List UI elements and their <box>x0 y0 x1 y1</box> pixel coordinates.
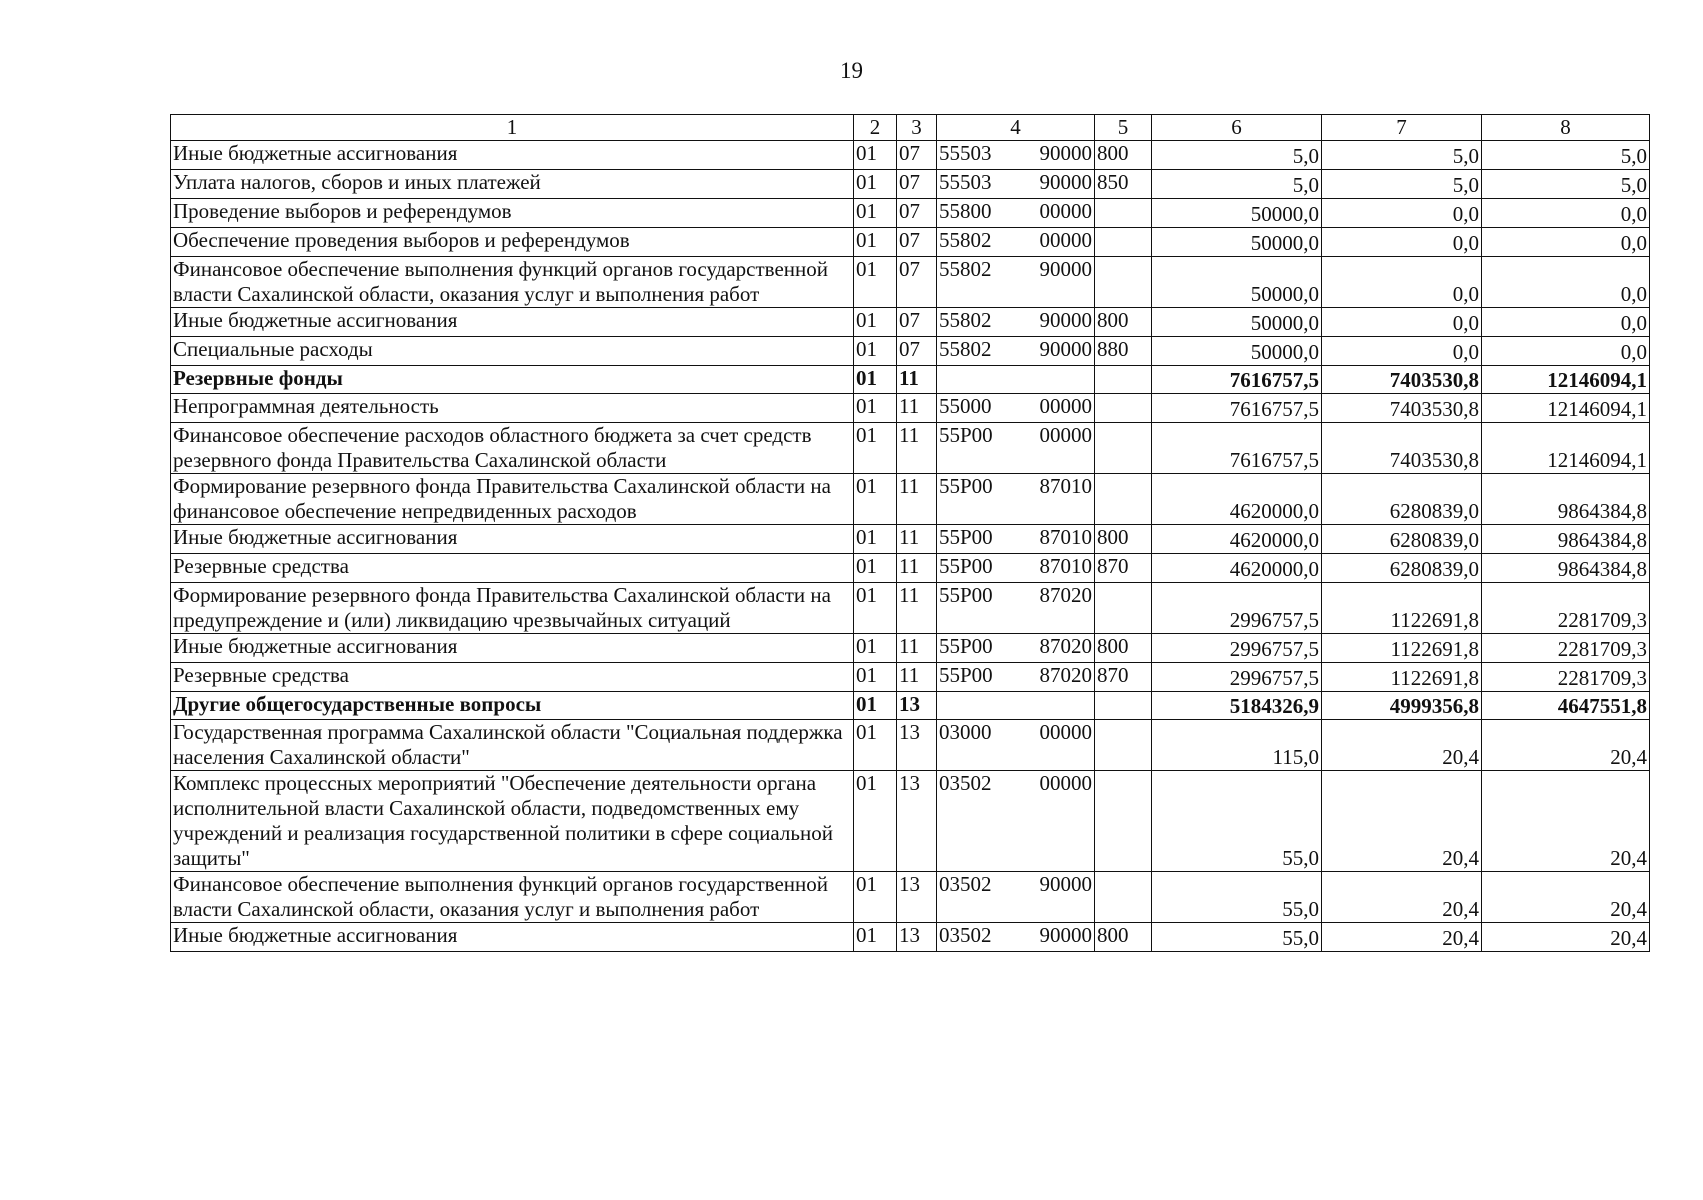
row-amount-col8-cell: 5,0 <box>1482 170 1650 199</box>
row-section-cell: 01 <box>854 663 897 692</box>
target-article-direction-code: 00000 <box>1039 394 1092 418</box>
row-subsection-cell: 07 <box>897 141 937 170</box>
table-row <box>171 554 1650 583</box>
row-subsection-cell: 11 <box>897 554 937 583</box>
row-target-article-cell <box>937 474 1095 525</box>
row-target-article-cell <box>937 141 1095 170</box>
row-amount-col8-cell: 20,4 <box>1482 771 1650 872</box>
row-target-article-cell <box>937 366 1095 394</box>
row-expense-type-cell <box>1095 257 1152 308</box>
row-expense-type-cell <box>1095 423 1152 474</box>
row-amount-col7-cell: 6280839,0 <box>1322 554 1482 583</box>
row-name-cell: Комплекс процессных мероприятий "Обеспечение деятельности органа исполнительной власти Сахалинской области, подведомственных ему учреждений и реализация государственной политики в сфере социальной защиты" <box>171 771 854 872</box>
table-row <box>171 692 1650 720</box>
row-amount-col7-cell: 0,0 <box>1322 228 1482 257</box>
row-amount-col8-cell: 0,0 <box>1482 228 1650 257</box>
row-expense-type-cell: 850 <box>1095 170 1152 199</box>
row-amount-col7-cell: 20,4 <box>1322 872 1482 923</box>
header-cell: 5 <box>1095 115 1152 141</box>
row-amount-col6-cell: 50000,0 <box>1152 257 1322 308</box>
target-article-program-code: 55802 <box>939 308 992 332</box>
row-section-cell: 01 <box>854 525 897 554</box>
row-name-cell: Иные бюджетные ассигнования <box>171 525 854 554</box>
table-row <box>171 394 1650 423</box>
row-name-cell: Иные бюджетные ассигнования <box>171 923 854 952</box>
target-article-program-code: 55Р00 <box>939 663 993 687</box>
row-name-cell: Уплата налогов, сборов и иных платежей <box>171 170 854 199</box>
row-amount-col6-cell: 7616757,5 <box>1152 366 1322 394</box>
target-article-program-code: 55000 <box>939 394 992 418</box>
header-cell: 4 <box>937 115 1095 141</box>
row-name-cell: Обеспечение проведения выборов и референдумов <box>171 228 854 257</box>
row-section-cell: 01 <box>854 923 897 952</box>
row-section-cell: 01 <box>854 634 897 663</box>
row-amount-col8-cell: 20,4 <box>1482 872 1650 923</box>
row-amount-col6-cell: 50000,0 <box>1152 228 1322 257</box>
target-article-program-code: 03502 <box>939 771 992 795</box>
row-amount-col8-cell: 12146094,1 <box>1482 366 1650 394</box>
target-article-direction-code: 00000 <box>1039 423 1092 447</box>
row-amount-col7-cell: 20,4 <box>1322 771 1482 872</box>
row-expense-type-cell <box>1095 228 1152 257</box>
row-amount-col7-cell: 1122691,8 <box>1322 583 1482 634</box>
row-target-article-cell <box>937 170 1095 199</box>
row-subsection-cell: 11 <box>897 474 937 525</box>
table-row <box>171 720 1650 771</box>
row-expense-type-cell <box>1095 583 1152 634</box>
row-name-cell: Резервные фонды <box>171 366 854 394</box>
row-amount-col6-cell: 50000,0 <box>1152 199 1322 228</box>
row-target-article-cell <box>937 308 1095 337</box>
table-row <box>171 199 1650 228</box>
row-amount-col8-cell: 20,4 <box>1482 923 1650 952</box>
row-subsection-cell: 11 <box>897 583 937 634</box>
row-expense-type-cell <box>1095 474 1152 525</box>
row-name-cell: Иные бюджетные ассигнования <box>171 141 854 170</box>
row-section-cell: 01 <box>854 474 897 525</box>
table-header-row <box>171 115 1650 141</box>
row-subsection-cell: 11 <box>897 394 937 423</box>
table-row <box>171 170 1650 199</box>
row-subsection-cell: 13 <box>897 771 937 872</box>
target-article-direction-code: 90000 <box>1039 872 1092 896</box>
row-amount-col6-cell: 2996757,5 <box>1152 663 1322 692</box>
row-name-cell: Другие общегосударственные вопросы <box>171 692 854 720</box>
row-amount-col6-cell: 50000,0 <box>1152 337 1322 366</box>
row-name-cell: Резервные средства <box>171 663 854 692</box>
table-row <box>171 257 1650 308</box>
target-article-program-code: 55802 <box>939 257 992 281</box>
target-article-program-code: 55802 <box>939 228 992 252</box>
row-amount-col6-cell: 7616757,5 <box>1152 394 1322 423</box>
row-expense-type-cell: 800 <box>1095 525 1152 554</box>
target-article-program-code: 55Р00 <box>939 554 993 578</box>
row-subsection-cell: 11 <box>897 366 937 394</box>
target-article-direction-code: 87010 <box>1039 474 1092 498</box>
row-target-article-cell <box>937 394 1095 423</box>
row-amount-col8-cell: 12146094,1 <box>1482 394 1650 423</box>
target-article-direction-code: 87010 <box>1039 525 1092 549</box>
row-amount-col6-cell: 55,0 <box>1152 923 1322 952</box>
row-name-cell: Иные бюджетные ассигнования <box>171 308 854 337</box>
row-expense-type-cell <box>1095 872 1152 923</box>
row-subsection-cell: 07 <box>897 337 937 366</box>
target-article-direction-code: 87020 <box>1039 583 1092 607</box>
row-subsection-cell: 07 <box>897 199 937 228</box>
target-article-program-code: 03502 <box>939 872 992 896</box>
target-article-program-code: 55802 <box>939 337 992 361</box>
row-name-cell: Формирование резервного фонда Правительства Сахалинской области на финансовое обеспечение непредвиденных расходов <box>171 474 854 525</box>
table-row <box>171 872 1650 923</box>
table-row <box>171 923 1650 952</box>
target-article-direction-code: 00000 <box>1039 771 1092 795</box>
row-amount-col7-cell: 4999356,8 <box>1322 692 1482 720</box>
row-amount-col8-cell: 5,0 <box>1482 141 1650 170</box>
row-section-cell: 01 <box>854 692 897 720</box>
row-expense-type-cell <box>1095 366 1152 394</box>
target-article-program-code: 55503 <box>939 141 992 165</box>
table-row <box>171 663 1650 692</box>
row-amount-col6-cell: 2996757,5 <box>1152 583 1322 634</box>
row-target-article-cell <box>937 663 1095 692</box>
row-expense-type-cell <box>1095 720 1152 771</box>
row-subsection-cell: 13 <box>897 872 937 923</box>
table-row <box>171 771 1650 872</box>
row-subsection-cell: 11 <box>897 423 937 474</box>
row-name-cell: Специальные расходы <box>171 337 854 366</box>
row-amount-col8-cell: 0,0 <box>1482 308 1650 337</box>
row-target-article-cell <box>937 337 1095 366</box>
table-row <box>171 423 1650 474</box>
row-target-article-cell <box>937 720 1095 771</box>
row-amount-col6-cell: 5,0 <box>1152 170 1322 199</box>
row-amount-col6-cell: 4620000,0 <box>1152 474 1322 525</box>
row-expense-type-cell <box>1095 692 1152 720</box>
row-amount-col7-cell: 7403530,8 <box>1322 394 1482 423</box>
row-amount-col7-cell: 6280839,0 <box>1322 525 1482 554</box>
row-target-article-cell <box>937 583 1095 634</box>
row-subsection-cell: 13 <box>897 923 937 952</box>
target-article-direction-code: 90000 <box>1039 308 1092 332</box>
header-cell: 3 <box>897 115 937 141</box>
row-name-cell: Формирование резервного фонда Правительства Сахалинской области на предупреждение и (или) ликвидацию чрезвычайных ситуаций <box>171 583 854 634</box>
row-name-cell: Финансовое обеспечение выполнения функций органов государственной власти Сахалинской области, оказания услуг и выполнения работ <box>171 872 854 923</box>
row-name-cell: Финансовое обеспечение расходов областного бюджета за счет средств резервного фонда Правительства Сахалинской области <box>171 423 854 474</box>
row-amount-col6-cell: 5184326,9 <box>1152 692 1322 720</box>
row-subsection-cell: 13 <box>897 692 937 720</box>
row-amount-col8-cell: 0,0 <box>1482 257 1650 308</box>
row-expense-type-cell: 800 <box>1095 634 1152 663</box>
row-amount-col6-cell: 55,0 <box>1152 771 1322 872</box>
page-number: 19 <box>840 58 863 83</box>
row-expense-type-cell: 870 <box>1095 554 1152 583</box>
target-article-direction-code: 00000 <box>1039 720 1092 744</box>
target-article-program-code: 55Р00 <box>939 525 993 549</box>
row-expense-type-cell: 880 <box>1095 337 1152 366</box>
target-article-program-code: 55800 <box>939 199 992 223</box>
row-amount-col7-cell: 0,0 <box>1322 257 1482 308</box>
row-amount-col7-cell: 20,4 <box>1322 720 1482 771</box>
row-amount-col7-cell: 0,0 <box>1322 337 1482 366</box>
row-amount-col7-cell: 0,0 <box>1322 199 1482 228</box>
row-section-cell: 01 <box>854 583 897 634</box>
target-article-direction-code: 00000 <box>1039 228 1092 252</box>
row-subsection-cell: 07 <box>897 170 937 199</box>
target-article-direction-code: 90000 <box>1039 923 1092 947</box>
row-amount-col8-cell: 4647551,8 <box>1482 692 1650 720</box>
target-article-program-code: 03000 <box>939 720 992 744</box>
row-target-article-cell <box>937 554 1095 583</box>
table-row <box>171 141 1650 170</box>
target-article-direction-code: 90000 <box>1039 141 1092 165</box>
row-name-cell: Проведение выборов и референдумов <box>171 199 854 228</box>
row-amount-col6-cell: 115,0 <box>1152 720 1322 771</box>
table-row <box>171 308 1650 337</box>
target-article-program-code: 55503 <box>939 170 992 194</box>
row-expense-type-cell <box>1095 771 1152 872</box>
row-expense-type-cell: 800 <box>1095 923 1152 952</box>
row-section-cell: 01 <box>854 337 897 366</box>
row-target-article-cell <box>937 923 1095 952</box>
row-amount-col8-cell: 2281709,3 <box>1482 583 1650 634</box>
row-name-cell: Резервные средства <box>171 554 854 583</box>
row-expense-type-cell <box>1095 394 1152 423</box>
row-amount-col7-cell: 0,0 <box>1322 308 1482 337</box>
row-section-cell: 01 <box>854 872 897 923</box>
row-expense-type-cell <box>1095 199 1152 228</box>
row-name-cell: Непрограммная деятельность <box>171 394 854 423</box>
target-article-direction-code: 87020 <box>1039 663 1092 687</box>
row-target-article-cell <box>937 257 1095 308</box>
row-section-cell: 01 <box>854 257 897 308</box>
table-row <box>171 634 1650 663</box>
row-amount-col8-cell: 9864384,8 <box>1482 525 1650 554</box>
row-section-cell: 01 <box>854 423 897 474</box>
row-amount-col7-cell: 6280839,0 <box>1322 474 1482 525</box>
row-expense-type-cell: 870 <box>1095 663 1152 692</box>
row-subsection-cell: 07 <box>897 228 937 257</box>
row-amount-col6-cell: 4620000,0 <box>1152 525 1322 554</box>
row-amount-col6-cell: 55,0 <box>1152 872 1322 923</box>
header-cell: 6 <box>1152 115 1322 141</box>
row-section-cell: 01 <box>854 771 897 872</box>
row-subsection-cell: 07 <box>897 308 937 337</box>
row-name-cell: Иные бюджетные ассигнования <box>171 634 854 663</box>
row-amount-col7-cell: 5,0 <box>1322 141 1482 170</box>
row-section-cell: 01 <box>854 554 897 583</box>
budget-table <box>170 114 1650 952</box>
target-article-direction-code: 00000 <box>1039 199 1092 223</box>
row-target-article-cell <box>937 872 1095 923</box>
row-target-article-cell <box>937 771 1095 872</box>
row-amount-col6-cell: 4620000,0 <box>1152 554 1322 583</box>
row-subsection-cell: 11 <box>897 525 937 554</box>
row-name-cell: Финансовое обеспечение выполнения функций органов государственной власти Сахалинской области, оказания услуг и выполнения работ <box>171 257 854 308</box>
row-amount-col6-cell: 5,0 <box>1152 141 1322 170</box>
target-article-direction-code: 87010 <box>1039 554 1092 578</box>
row-section-cell: 01 <box>854 141 897 170</box>
header-cell: 8 <box>1482 115 1650 141</box>
row-amount-col8-cell: 20,4 <box>1482 720 1650 771</box>
target-article-direction-code: 90000 <box>1039 337 1092 361</box>
row-expense-type-cell: 800 <box>1095 308 1152 337</box>
table-row <box>171 228 1650 257</box>
row-subsection-cell: 11 <box>897 663 937 692</box>
row-amount-col8-cell: 2281709,3 <box>1482 663 1650 692</box>
row-expense-type-cell: 800 <box>1095 141 1152 170</box>
target-article-direction-code: 87020 <box>1039 634 1092 658</box>
row-amount-col7-cell: 20,4 <box>1322 923 1482 952</box>
row-target-article-cell <box>937 525 1095 554</box>
target-article-program-code: 55Р00 <box>939 583 993 607</box>
row-target-article-cell <box>937 199 1095 228</box>
row-amount-col6-cell: 50000,0 <box>1152 308 1322 337</box>
row-subsection-cell: 07 <box>897 257 937 308</box>
header-cell: 1 <box>171 115 854 141</box>
row-section-cell: 01 <box>854 170 897 199</box>
target-article-direction-code: 90000 <box>1039 257 1092 281</box>
header-cell: 7 <box>1322 115 1482 141</box>
row-amount-col7-cell: 7403530,8 <box>1322 366 1482 394</box>
header-cell: 2 <box>854 115 897 141</box>
table-row <box>171 337 1650 366</box>
row-section-cell: 01 <box>854 308 897 337</box>
row-amount-col6-cell: 2996757,5 <box>1152 634 1322 663</box>
row-amount-col7-cell: 1122691,8 <box>1322 634 1482 663</box>
table-row <box>171 583 1650 634</box>
row-amount-col8-cell: 12146094,1 <box>1482 423 1650 474</box>
row-target-article-cell <box>937 634 1095 663</box>
table-row <box>171 366 1650 394</box>
row-target-article-cell <box>937 423 1095 474</box>
row-amount-col6-cell: 7616757,5 <box>1152 423 1322 474</box>
row-section-cell: 01 <box>854 228 897 257</box>
row-section-cell: 01 <box>854 199 897 228</box>
row-amount-col8-cell: 9864384,8 <box>1482 554 1650 583</box>
row-section-cell: 01 <box>854 394 897 423</box>
row-amount-col8-cell: 0,0 <box>1482 199 1650 228</box>
row-amount-col8-cell: 9864384,8 <box>1482 474 1650 525</box>
row-target-article-cell <box>937 692 1095 720</box>
table-row <box>171 525 1650 554</box>
row-amount-col7-cell: 5,0 <box>1322 170 1482 199</box>
row-subsection-cell: 13 <box>897 720 937 771</box>
row-name-cell: Государственная программа Сахалинской области "Социальная поддержка населения Сахалинской области" <box>171 720 854 771</box>
row-section-cell: 01 <box>854 720 897 771</box>
target-article-program-code: 03502 <box>939 923 992 947</box>
target-article-program-code: 55Р00 <box>939 423 993 447</box>
row-amount-col8-cell: 2281709,3 <box>1482 634 1650 663</box>
target-article-direction-code: 90000 <box>1039 170 1092 194</box>
table-row <box>171 474 1650 525</box>
target-article-program-code: 55Р00 <box>939 474 993 498</box>
row-section-cell: 01 <box>854 366 897 394</box>
row-amount-col7-cell: 7403530,8 <box>1322 423 1482 474</box>
target-article-program-code: 55Р00 <box>939 634 993 658</box>
row-amount-col7-cell: 1122691,8 <box>1322 663 1482 692</box>
row-target-article-cell <box>937 228 1095 257</box>
row-subsection-cell: 11 <box>897 634 937 663</box>
row-amount-col8-cell: 0,0 <box>1482 337 1650 366</box>
